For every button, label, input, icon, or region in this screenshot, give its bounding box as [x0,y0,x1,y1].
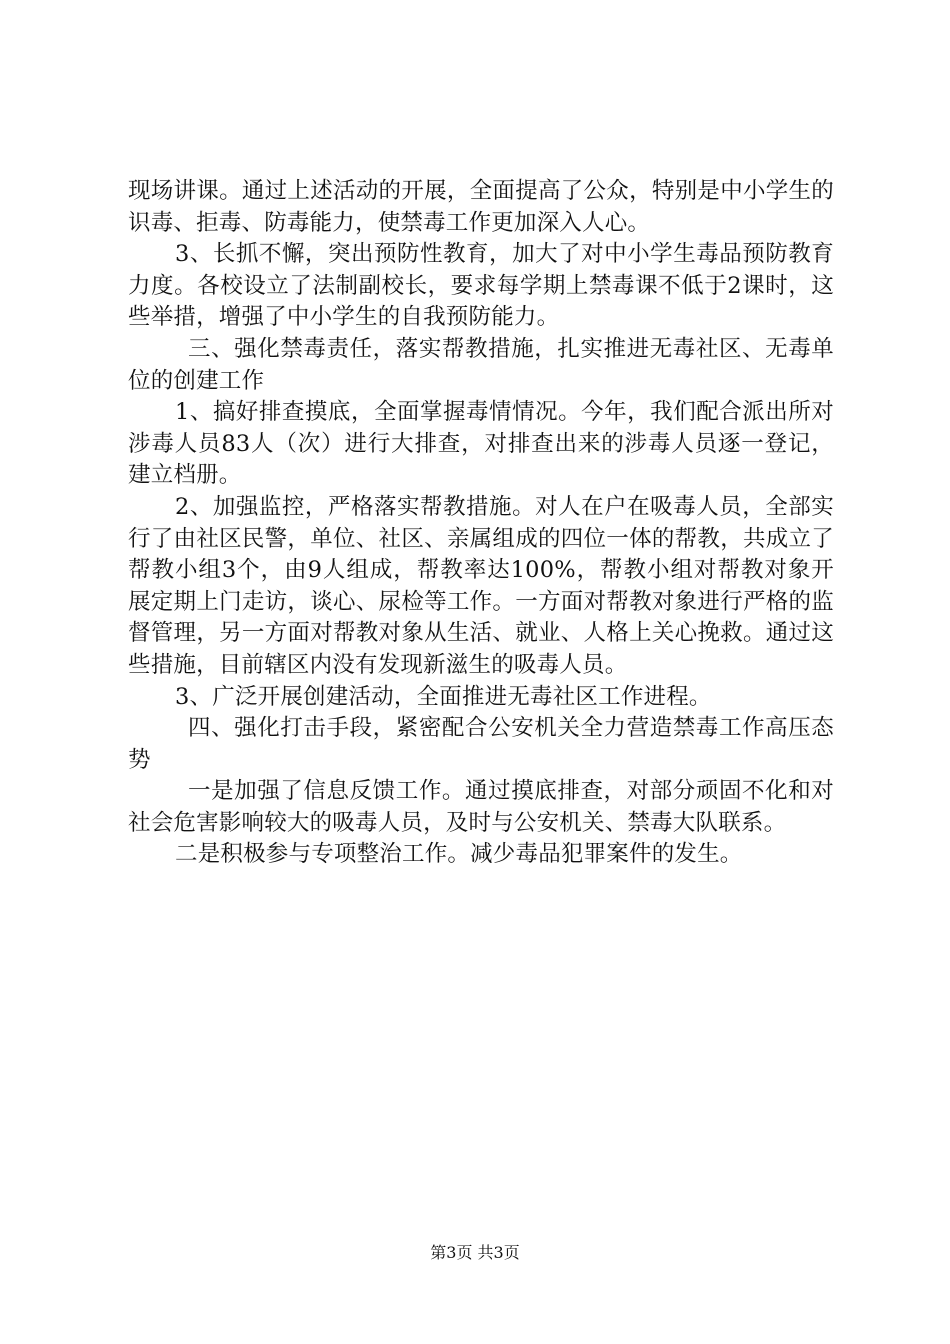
paragraph-item-3b: 3、广泛开展创建活动，全面推进无毒社区工作进程。 [175,683,712,710]
paragraph-item-2: 2、加强监控，严格落实帮教措施。对人在户在吸毒人员，全部实行了由社区民警，单位、社区、亲属组成的四位一体的帮教，共成立了帮教小组3个，由9人组成，帮教率达100%，帮教小组对帮教对象开展定期上门走访，谈心、尿检等工作。一方面对帮教对象进行严格的监督管理，另一方面对帮教对象从生活、就业、人格上关心挽救。通过这些措施，目前辖区内没有发现新滋生的吸毒人员。 [128,493,834,678]
section-heading-4: 四、强化打击手段，紧密配合公安机关全力营造禁毒工作高压态势 [128,715,834,773]
section-heading-3: 三、强化禁毒责任，落实帮教措施，扎实推进无毒社区、无毒单位的创建工作 [128,335,834,394]
paragraph-item-3: 3、长抓不懈，突出预防性教育，加大了对中小学生毒品预防教育力度。各校设立了法制副校长，要求每学期上禁毒课不低于2课时，这些举措，增强了中小学生的自我预防能力。 [128,241,834,331]
document-body [128,176,834,871]
page-number-footer: 第3页 共3页 [430,1243,520,1262]
paragraph-continuation: 现场讲课。通过上述活动的开展，全面提高了公众，特别是中小学生的识毒、拒毒、防毒能力，使禁毒工作更加深入人心。 [128,178,834,236]
paragraph-item-1: 1、搞好排查摸底，全面掌握毒情情况。今年，我们配合派出所对涉毒人员83人（次）进行大排查，对排查出来的涉毒人员逐一登记，建立档册。 [128,399,834,489]
paragraph-point-1: 一是加强了信息反馈工作。通过摸底排查，对部分顽固不化和对社会危害影响较大的吸毒人员，及时与公安机关、禁毒大队联系。 [128,778,834,836]
paragraph-point-2: 二是积极参与专项整治工作。减少毒品犯罪案件的发生。 [175,841,743,868]
